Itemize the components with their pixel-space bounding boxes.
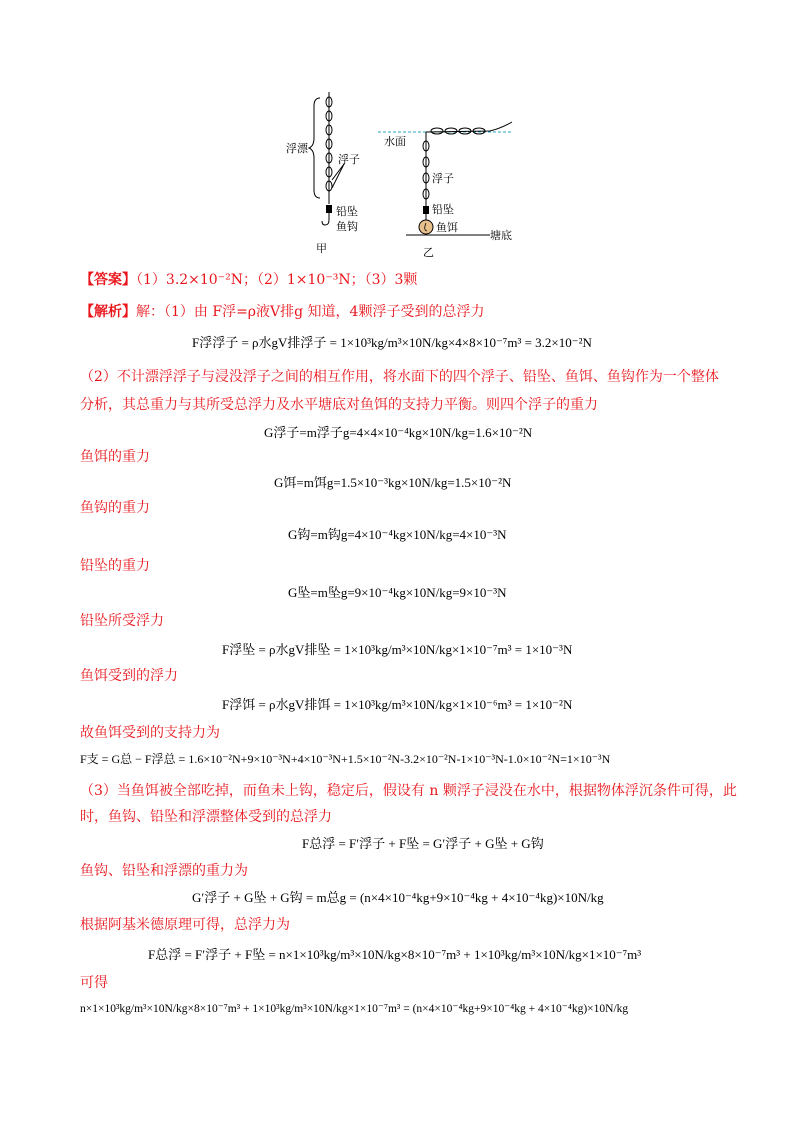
label-shuimian: 水面 [384, 135, 406, 148]
heading-archimedes: 根据阿基米德原理可得，总浮力为 [80, 917, 290, 933]
equation-4: G钩=m钩g=4×10⁻⁴kg×10N/kg=4×10⁻³N [288, 527, 507, 542]
analysis-tag: 【解析】 [80, 304, 136, 320]
equation-6: F浮坠 = ρ水gV排坠 = 1×10³kg/m³×10N/kg×1×10⁻⁷m³ = 1×10⁻³N [222, 642, 573, 657]
paragraph-2b: 分析，其总重力与其所受总浮力及水平塘底对鱼饵的支持力平衡。则四个浮子的重力 [80, 397, 598, 413]
paragraph-2a: （2）不计漂浮浮子与浸没浮子之间的相互作用，将水面下的四个浮子、铅坠、鱼饵、鱼钩作为一个整体 [80, 369, 719, 385]
answer-text: （1）3.2×10⁻²N；（2）1×10⁻³N；（3）3颗 [136, 272, 418, 288]
analysis-intro-line [80, 301, 484, 321]
equation-11: F总浮 = F′浮子 + F坠 = n×1×10³kg/m³×10N/kg×8×10⁻⁷m³ + 1×10³kg/m³×10N/kg×1×10⁻⁷m³ [148, 947, 642, 962]
label-piaopiao: 浮漂 [286, 142, 308, 155]
equation-12: n×1×10³kg/m³×10N/kg×8×10⁻⁷m³ + 1×10³kg/m³×10N/kg×1×10⁻⁷m³ = (n×4×10⁻⁴kg+9×10⁻⁴kg + 4×10⁻⁴kg)×10N/kg [80, 1003, 629, 1015]
equation-10: G′浮子 + G坠 + G钩 = m总g = (n×4×10⁻⁴kg+9×10⁻⁴kg + 4×10⁻⁴kg)×10N/kg [192, 890, 604, 905]
diagram-yi [378, 122, 512, 259]
paragraph-3b: 时，鱼钩、铅坠和浮漂整体受到的总浮力 [80, 809, 332, 825]
label-fuzi-right: 浮子 [432, 172, 454, 185]
equation-3: G饵=m饵g=1.5×10⁻³kg×10N/kg=1.5×10⁻²N [274, 475, 512, 490]
label-yuer: 鱼饵 [436, 221, 458, 234]
diagram-jia [286, 92, 360, 255]
heading-qianzhui-weight: 铅坠的重力 [80, 558, 150, 574]
equation-9: F总浮 = F′浮子 + F坠 = G′浮子 + G坠 + G钩 [302, 836, 544, 851]
label-yugou: 鱼钩 [336, 220, 358, 233]
heading-support-force: 故鱼饵受到的支持力为 [80, 725, 220, 741]
label-tangdi: 塘底 [490, 229, 512, 242]
answer-line [80, 269, 417, 289]
label-qianzhui-right: 铅坠 [432, 203, 454, 216]
equation-2: G浮子=m浮子g=4×4×10⁻⁴kg×10N/kg=1.6×10⁻²N [264, 425, 533, 440]
heading-yuer-weight: 鱼饵的重力 [80, 449, 150, 465]
answer-tag: 【答案】 [80, 272, 136, 288]
heading-total-weight: 鱼钩、铅坠和浮漂的重力为 [80, 863, 248, 879]
heading-kede: 可得 [80, 975, 108, 991]
label-jia: 甲 [316, 242, 327, 255]
heading-yuer-buoyancy: 鱼饵受到的浮力 [80, 668, 178, 684]
float-diagram [280, 92, 520, 262]
heading-qianzhui-buoyancy: 铅坠所受浮力 [80, 613, 164, 629]
equation-7: F浮饵 = ρ水gV排饵 = 1×10³kg/m³×10N/kg×1×10⁻⁶m³ = 1×10⁻²N [222, 697, 573, 712]
label-yi: 乙 [423, 246, 434, 259]
paragraph-3a: （3）当鱼饵被全部吃掉，而鱼未上钩，稳定后，假设有 n 颗浮子浸没在水中，根据物体浮沉条件可得，此 [80, 783, 737, 799]
equation-5: G坠=m坠g=9×10⁻⁴kg×10N/kg=9×10⁻³N [288, 585, 507, 600]
equation-1: F浮浮子 = ρ水gV排浮子 = 1×10³kg/m³×10N/kg×4×8×10⁻⁷m³ = 3.2×10⁻²N [192, 335, 592, 350]
heading-yugou-weight: 鱼钩的重力 [80, 500, 150, 516]
label-qianzhui-left: 铅坠 [336, 205, 358, 218]
analysis-intro: 解：（1）由 F浮=ρ液V排g 知道，4颗浮子受到的总浮力 [136, 304, 485, 320]
label-fuzi-left: 浮子 [338, 153, 360, 166]
equation-8: F支 = G总 − F浮总 = 1.6×10⁻²N+9×10⁻³N+4×10⁻³N+1.5×10⁻²N-3.2×10⁻²N-1×10⁻³N-1.0×10⁻²N=1×10⁻³N [80, 752, 611, 766]
